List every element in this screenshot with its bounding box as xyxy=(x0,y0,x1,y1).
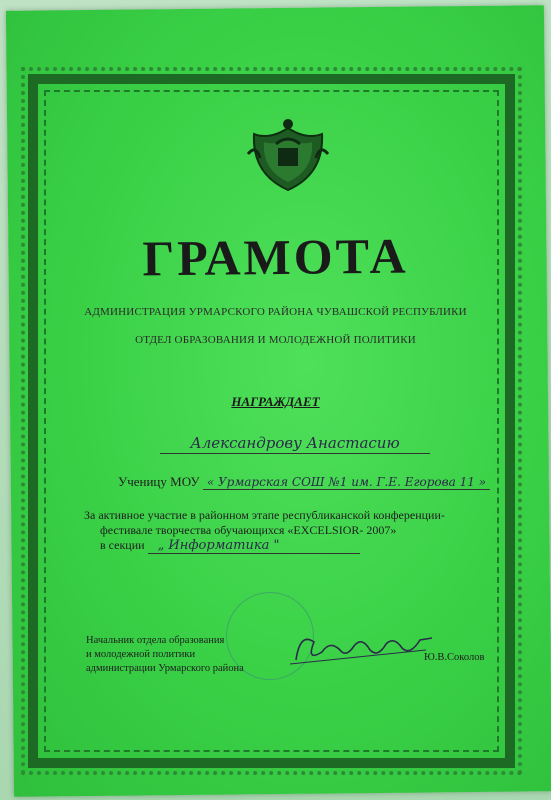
signatory-title xyxy=(86,634,244,676)
issuer-department: ОТДЕЛ ОБРАЗОВАНИЯ И МОЛОДЕЖНОЙ ПОЛИТИКИ xyxy=(135,334,416,346)
certificate-title: ГРАМОТА xyxy=(142,227,409,287)
signatory-title-line-1: Начальник отдела образования xyxy=(86,635,225,646)
participation-line-1: За активное участие в районном этапе республиканской конференции- xyxy=(84,508,445,522)
section-line xyxy=(100,538,360,553)
coat-of-arms-emblem xyxy=(246,114,330,194)
participation-text xyxy=(84,508,524,538)
signatory-title-line-2: и молодежной политики xyxy=(86,649,196,660)
issuer-administration: АДМИНИСТРАЦИЯ УРМАРСКОГО РАЙОНА ЧУВАШСКОЙ РЕСПУБЛИКИ xyxy=(84,306,467,318)
participation-line-2: фестивале творчества обучающихся «EXCELSIOR- 2007» xyxy=(100,523,397,537)
section-value: „ Информатика " xyxy=(148,538,360,554)
awards-heading: НАГРАЖДАЕТ xyxy=(231,394,320,409)
section-label: в секции xyxy=(100,538,145,552)
student-line xyxy=(118,474,490,490)
signatory-name: Ю.В.Соколов xyxy=(424,652,485,663)
school-name: « Урмарская СОШ №1 им. Г.Е. Егорова 11 » xyxy=(203,475,490,490)
student-label: Ученицу МОУ xyxy=(118,474,200,489)
handwritten-signature xyxy=(286,622,436,672)
recipient-name: Александрову Анастасию xyxy=(160,434,430,454)
signatory-title-line-3: администрации Урмарского района xyxy=(86,663,244,674)
